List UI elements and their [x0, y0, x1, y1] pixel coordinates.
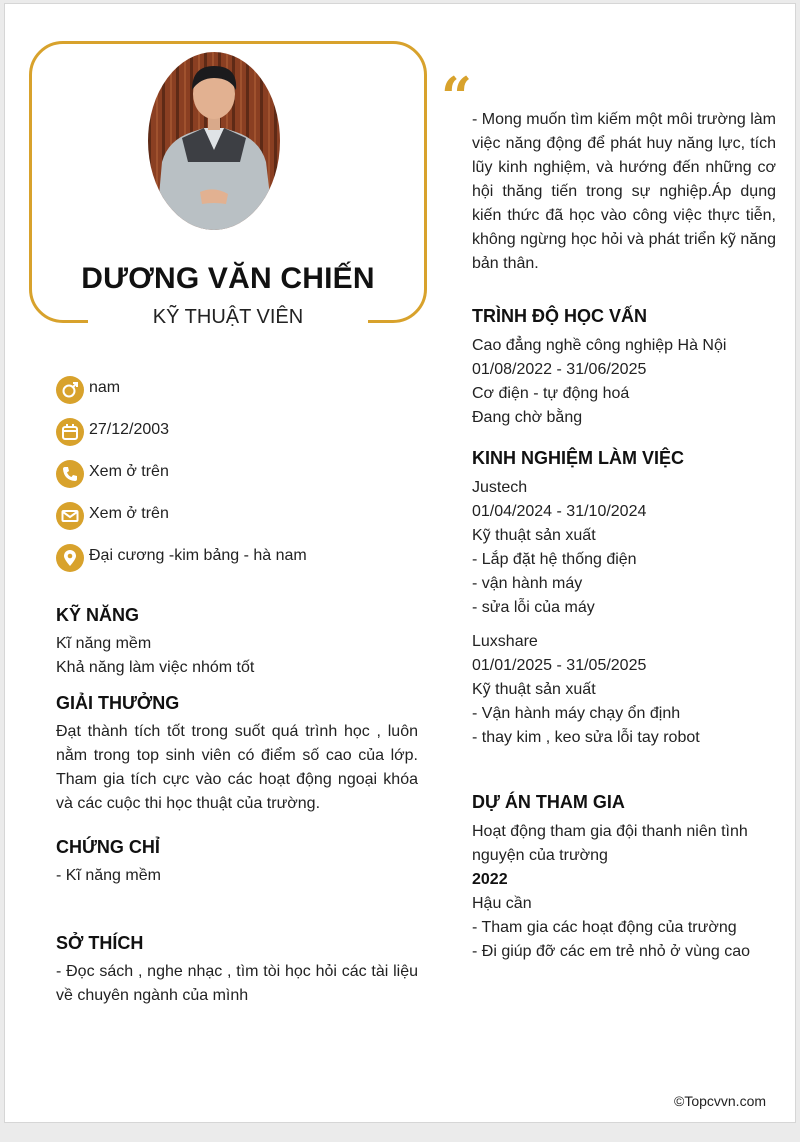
skills-heading: KỸ NĂNG: [56, 605, 140, 625]
gender-icon: [56, 376, 84, 404]
education-period: 01/08/2022 - 31/06/2025: [472, 361, 647, 378]
birthday-value: 27/12/2003: [89, 421, 170, 438]
job-position: Kỹ thuật sản xuất: [472, 681, 596, 698]
gender-value: nam: [89, 379, 121, 396]
job-position: Kỹ thuật sản xuất: [472, 527, 596, 544]
project-task: - Tham gia các hoạt động của trường: [472, 919, 737, 936]
job-task: - thay kim , keo sửa lỗi tay robot: [472, 729, 700, 746]
email-icon: [56, 502, 84, 530]
skill-item: Kĩ năng mềm: [56, 635, 152, 652]
certificates-heading: CHỨNG CHỈ: [56, 837, 160, 857]
certificate-item: - Kĩ năng mềm: [56, 867, 161, 884]
career-objective: - Mong muốn tìm kiếm một môi trường làm việc năng động để phát huy năng lực, tích lũy kinh nghiệm, và hướng đến những cơ hội thăng tiến trong sự nghiệp.Áp dụng kiến thức đã học vào công việc thực tiễn, không ngừng học hỏi và phát triển kỹ năng bản thân.: [472, 111, 776, 272]
quote-icon: “: [441, 65, 473, 129]
job-task: - vận hành máy: [472, 575, 583, 592]
location-pin-icon: [56, 544, 84, 572]
contact-birthday: [56, 418, 426, 448]
contact-gender: [56, 376, 426, 406]
contact-phone: [56, 460, 426, 490]
cv-page: [4, 3, 796, 1123]
job-task: - Lắp đặt hệ thống điện: [472, 551, 637, 568]
education-heading: TRÌNH ĐỘ HỌC VẤN: [472, 306, 647, 326]
contact-email: [56, 502, 426, 532]
job-period: 01/04/2024 - 31/10/2024: [472, 503, 647, 520]
hobbies-heading: SỞ THÍCH: [56, 933, 144, 953]
job-task: - Vận hành máy chạy ổn định: [472, 705, 681, 722]
hobbies-text: - Đọc sách , nghe nhạc , tìm tòi học hỏi các tài liệu về chuyên ngành của mình: [56, 963, 418, 1004]
education-major: Cơ điện - tự động hoá: [472, 385, 630, 402]
project-role: Hậu cần: [472, 895, 532, 912]
job-company: Justech: [472, 479, 528, 496]
footer-copyright: ©Topcvvn.com: [674, 1093, 767, 1109]
project-year-value: 2022: [472, 871, 508, 888]
awards-text: Đạt thành tích tốt trong suốt quá trình học , luôn nằm trong top sinh viên có điểm số cao của lớp. Tham gia tích cực vào các hoạt động ngoại khóa và các cuộc thi học thuật của trường.: [56, 723, 418, 812]
projects-heading: DỰ ÁN THAM GIA: [472, 792, 625, 812]
job-company: Luxshare: [472, 633, 538, 650]
job-period: 01/01/2025 - 31/05/2025: [472, 657, 647, 674]
calendar-icon: [56, 418, 84, 446]
address-value: Đại cương -kim bảng - hà nam: [89, 547, 307, 564]
phone-icon: [56, 460, 84, 488]
phone-value: Xem ở trên: [89, 463, 169, 480]
education-status: Đang chờ bằng: [472, 409, 583, 426]
project-title: Hoạt động tham gia đội thanh niên tình nguyện của trường: [472, 823, 748, 864]
email-value: Xem ở trên: [89, 505, 169, 522]
contact-address: [56, 544, 426, 574]
project-year: [472, 868, 508, 892]
experience-heading: KINH NGHIỆM LÀM VIỆC: [472, 448, 685, 468]
awards-heading: GIẢI THƯỞNG: [56, 693, 180, 713]
candidate-name: DƯƠNG VĂN CHIẾN: [81, 262, 375, 295]
profile-photo: [148, 52, 280, 230]
job-task: - sửa lỗi của máy: [472, 599, 595, 616]
education-school: Cao đẳng nghề công nghiệp Hà Nội: [472, 337, 727, 354]
project-task: - Đi giúp đỡ các em trẻ nhỏ ở vùng cao: [472, 943, 751, 960]
skill-item: Khả năng làm việc nhóm tốt: [56, 659, 255, 676]
job-title: KỸ THUẬT VIÊN: [152, 306, 304, 328]
